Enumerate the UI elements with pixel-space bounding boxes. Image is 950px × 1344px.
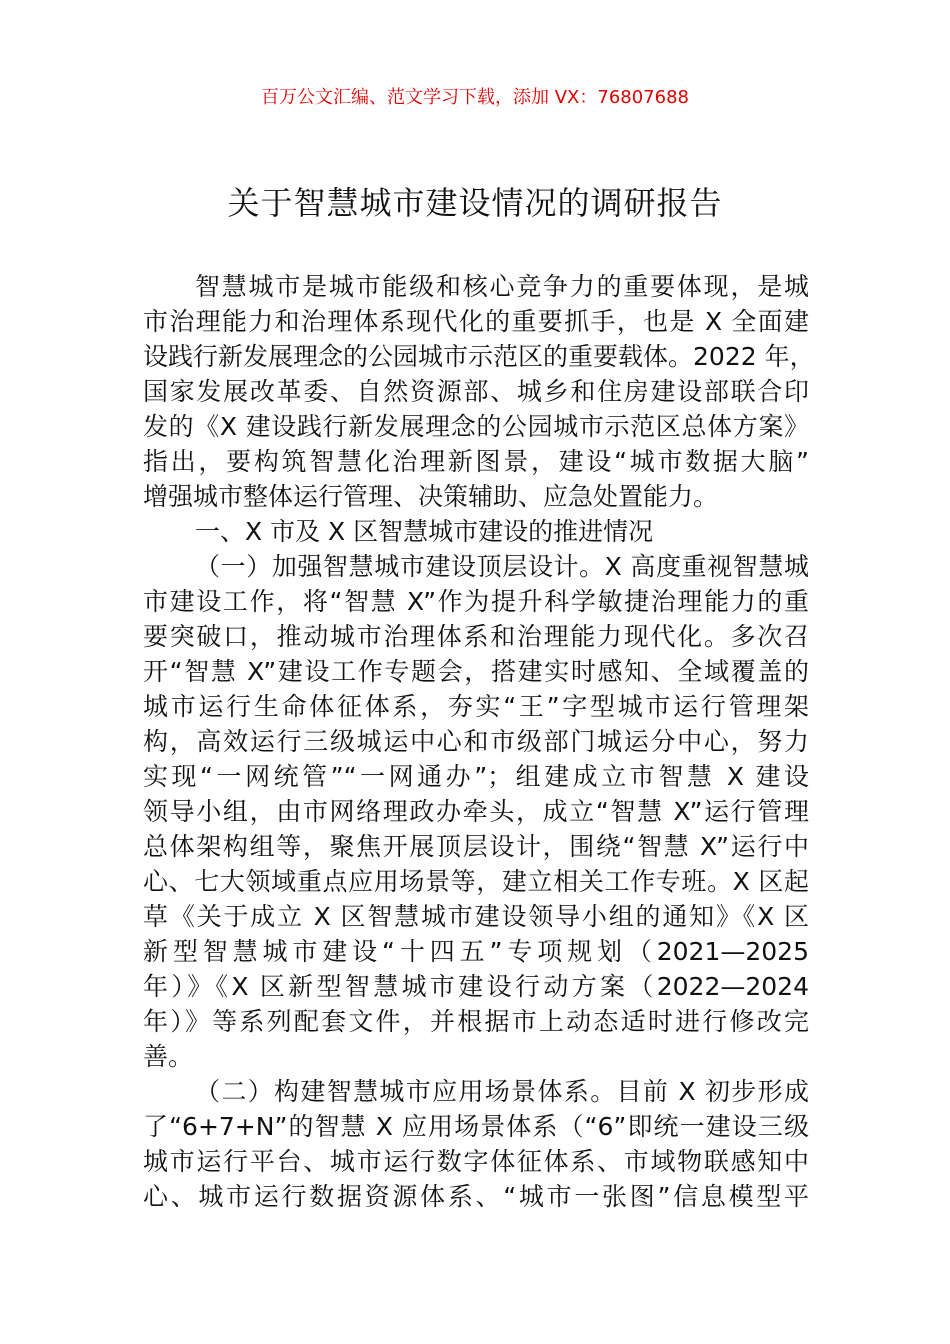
paragraph-line: （二）构建智慧城市应用场景体系。目前 X 初步形成 [195, 1077, 809, 1106]
paragraph-line: 发的《X 建设践行新发展理念的公园城市示范区总体方案》 [143, 412, 809, 441]
paragraph-line: 指出，要构筑智慧化治理新图景，建设“城市数据大脑” [143, 447, 809, 476]
paragraph-line: 市建设工作，将“智慧 X”作为提升科学敏捷治理能力的重 [143, 587, 809, 616]
paragraph-line: 设践行新发展理念的公园城市示范区的重要载体。2022 年， [143, 342, 815, 371]
paragraph-line: 心、七大领域重点应用场景等，建立相关工作专班。X 区起 [143, 867, 809, 896]
paragraph-line: 了“6+7+N”的智慧 X 应用场景体系（“6”即统一建设三级 [143, 1112, 809, 1141]
paragraph-line: 心、城市运行数据资源体系、“城市一张图”信息模型平 [143, 1182, 809, 1211]
paragraph-line: 年）》等系列配套文件，并根据市上动态适时进行修改完 [143, 1007, 809, 1036]
document-body [143, 269, 815, 1214]
paragraph-line: 总体架构组等，聚焦开展顶层设计，围绕“智慧 X”运行中 [143, 832, 809, 861]
paragraph-line: （一）加强智慧城市建设顶层设计。X 高度重视智慧城 [195, 552, 809, 581]
paragraph-line: 开“智慧 X”建设工作专题会，搭建实时感知、全域覆盖的 [143, 657, 809, 686]
paragraph-line: 善。 [143, 1042, 194, 1071]
paragraph-line: 城市运行生命体征体系，夯实“王”字型城市运行管理架 [143, 692, 809, 721]
paragraph-line: 草《关于成立 X 区智慧城市建设领导小组的通知》《X 区 [143, 902, 809, 931]
paragraph-line: 城市运行平台、城市运行数字体征体系、市域物联感知中 [143, 1147, 809, 1176]
paragraph-line: 年）》《X 区新型智慧城市建设行动方案（2022—2024 [143, 972, 809, 1001]
header-banner: 百万公文汇编、范文学习下载，添加 VX：76807688 [261, 87, 689, 108]
paragraph-line: 增强城市整体运行管理、决策辅助、应急处置能力。 [143, 482, 719, 511]
section-heading: 一、X 市及 X 区智慧城市建设的推进情况 [195, 517, 654, 546]
paragraph-line: 要突破口，推动城市治理体系和治理能力现代化。多次召 [143, 622, 809, 651]
page-title: 关于智慧城市建设情况的调研报告 [227, 184, 723, 222]
paragraph-line: 新型智慧城市建设“十四五”专项规划（2021—2025 [143, 937, 809, 966]
paragraph-line: 市治理能力和治理体系现代化的重要抓手，也是 X 全面建 [143, 307, 809, 336]
paragraph-line: 智慧城市是城市能级和核心竞争力的重要体现，是城 [195, 272, 809, 301]
paragraph-line: 国家发展改革委、自然资源部、城乡和住房建设部联合印 [143, 377, 809, 406]
paragraph-line: 实现“一网统管”“一网通办”；组建成立市智慧 X 建设 [143, 762, 809, 791]
paragraph-line: 领导小组，由市网络理政办牵头，成立“智慧 X”运行管理 [143, 797, 809, 826]
paragraph-line: 构，高效运行三级城运中心和市级部门城运分中心，努力 [143, 727, 809, 756]
